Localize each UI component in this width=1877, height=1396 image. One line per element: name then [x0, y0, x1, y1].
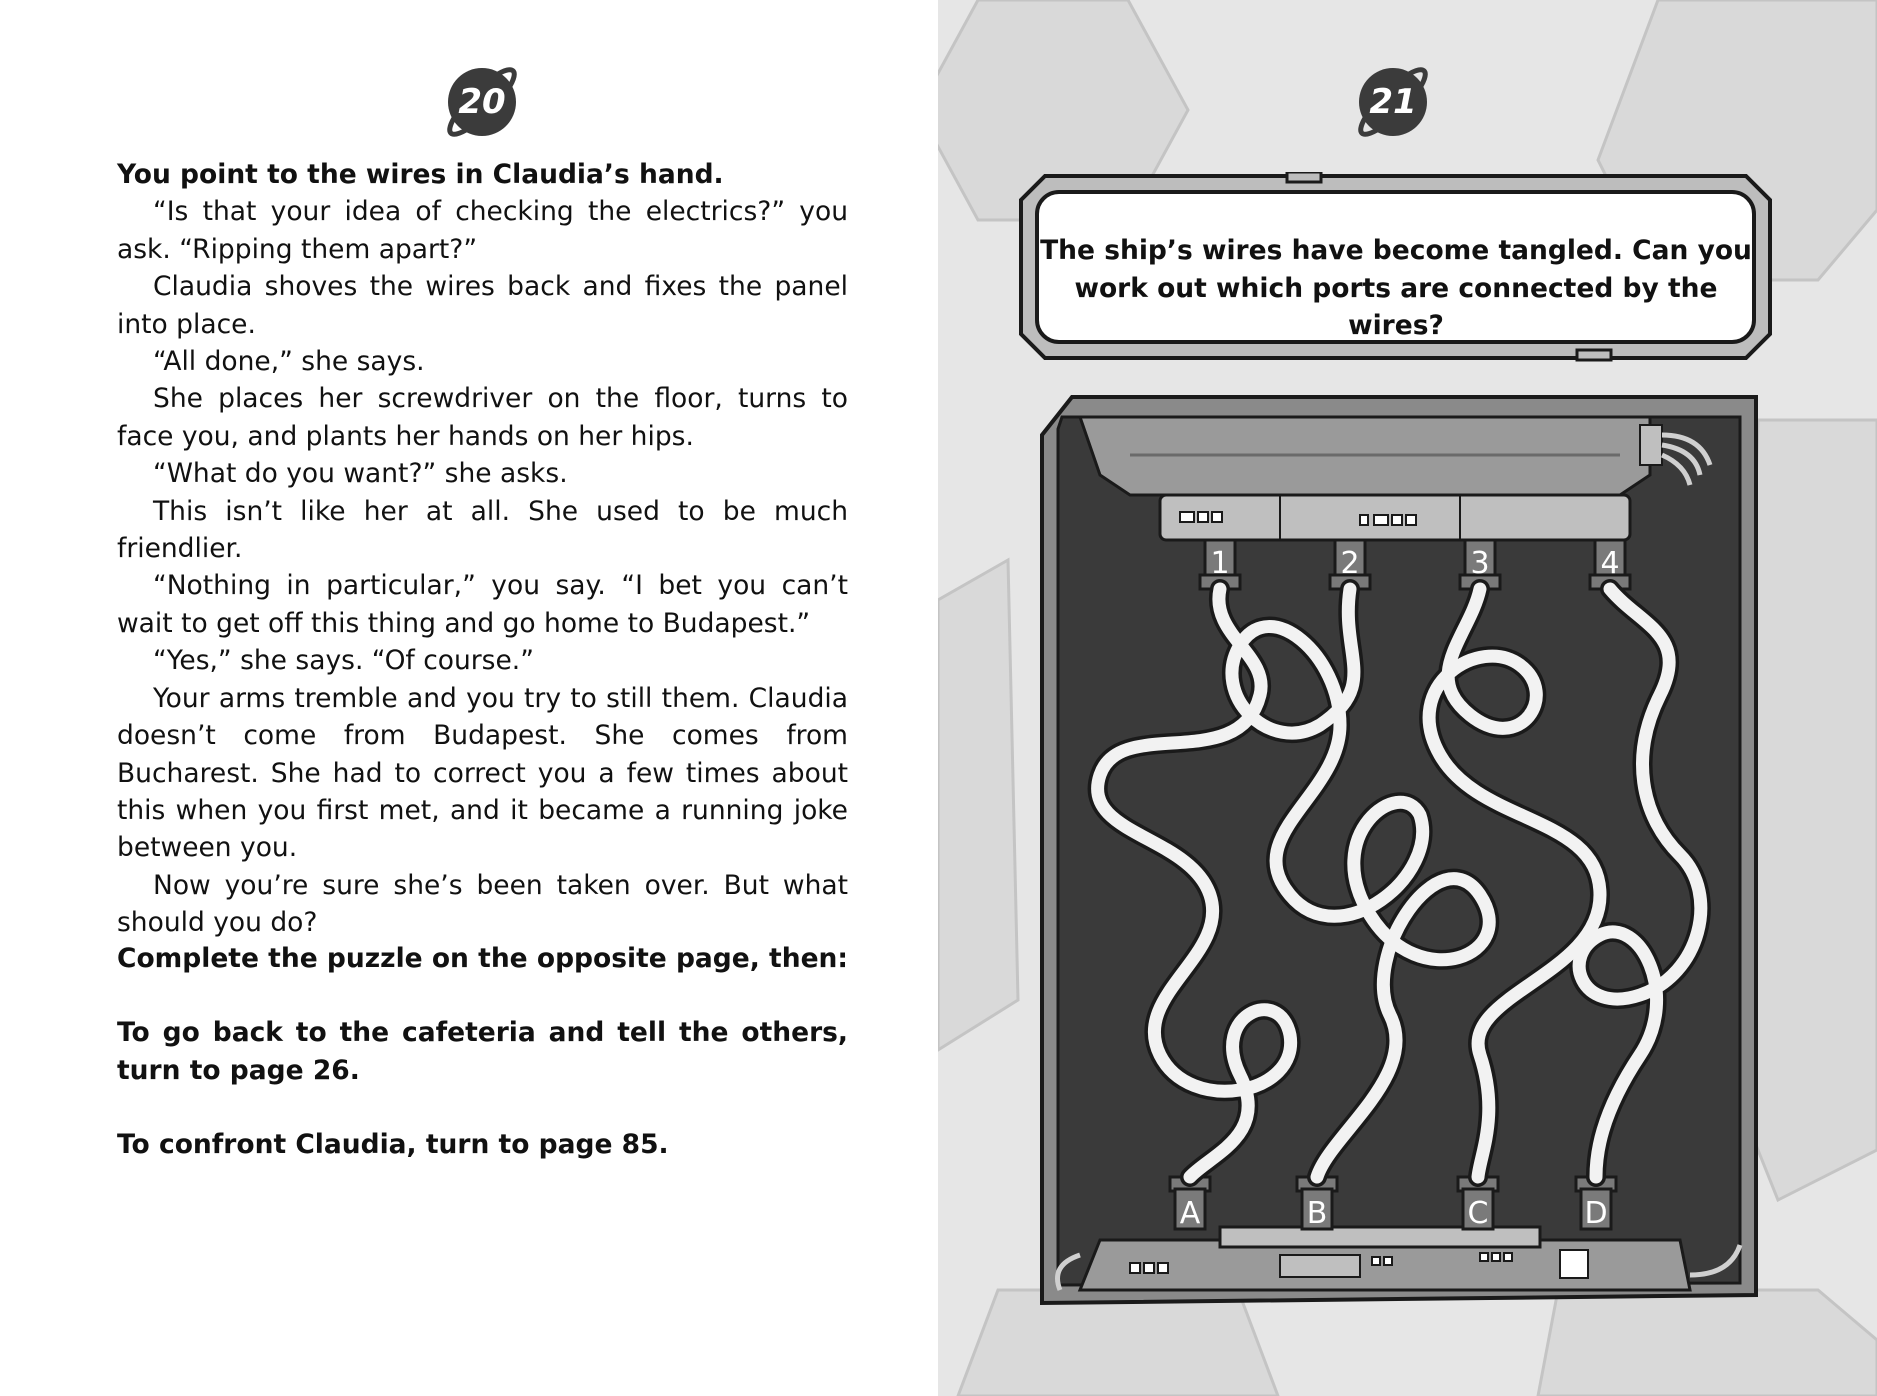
story-paragraph: “What do you want?” she asks.	[153, 458, 568, 490]
port-label-c: C	[1467, 1196, 1489, 1231]
left-page	[0, 0, 938, 1396]
story-paragraph: You point to the wires in Claudia’s hand.	[117, 159, 724, 190]
choice-confront[interactable]: To confront Claudia, turn to page 85.	[117, 1129, 669, 1161]
port-label-1: 1	[1210, 546, 1230, 581]
story-paragraph: “Nothing in particular,” you say. “I bet you can’t wait to get off this thing and go home to Budapest.”	[117, 570, 848, 639]
port-label-d: D	[1584, 1196, 1608, 1231]
story-paragraph: She places her screwdriver on the floor, turns to face you, and plants her hands on her hips.	[117, 383, 848, 452]
port-label-2: 2	[1340, 546, 1360, 581]
wire-puzzle	[1040, 395, 1760, 1315]
page-number: 20	[458, 82, 506, 122]
story-paragraph: Now you’re sure she’s been taken over. But what should you do?	[117, 869, 848, 939]
top-machine	[1080, 417, 1710, 540]
story-text	[117, 156, 848, 942]
puzzle-prompt: Complete the puzzle on the opposite page, then:	[117, 943, 849, 974]
port-label-3: 3	[1470, 546, 1490, 581]
port-label-b: B	[1306, 1196, 1328, 1231]
port-label-a: A	[1179, 1196, 1201, 1231]
port-label-4: 4	[1600, 546, 1620, 581]
story-paragraph: This isn’t like her at all. She used to be much friendlier.	[117, 495, 848, 565]
puzzle-instruction: The ship’s wires have become tangled. Can you work out which ports are connected by the wires?	[1040, 235, 1752, 341]
story-paragraph: Claudia shoves the wires back and fixes the panel into place.	[117, 271, 848, 340]
page-number-badge-right	[1353, 62, 1433, 142]
story-paragraph: Your arms tremble and you try to still them. Claudia doesn’t come from Budapest. She comes from Bucharest. She had to correct you a few times about this when you first met, and it became a running joke between you.	[117, 682, 848, 864]
story-paragraph: “Is that your idea of checking the electrics?” you ask. “Ripping them apart?”	[117, 196, 848, 265]
choices	[117, 940, 848, 1201]
page-number-badge-left	[442, 62, 522, 142]
page-number: 21	[1369, 82, 1417, 122]
choice-cafeteria[interactable]: To go back to the cafeteria and tell the others, turn to page 26.	[117, 1017, 848, 1086]
story-paragraph: “Yes,” she says. “Of course.”	[153, 645, 534, 677]
story-paragraph: “All done,” she says.	[153, 346, 425, 378]
